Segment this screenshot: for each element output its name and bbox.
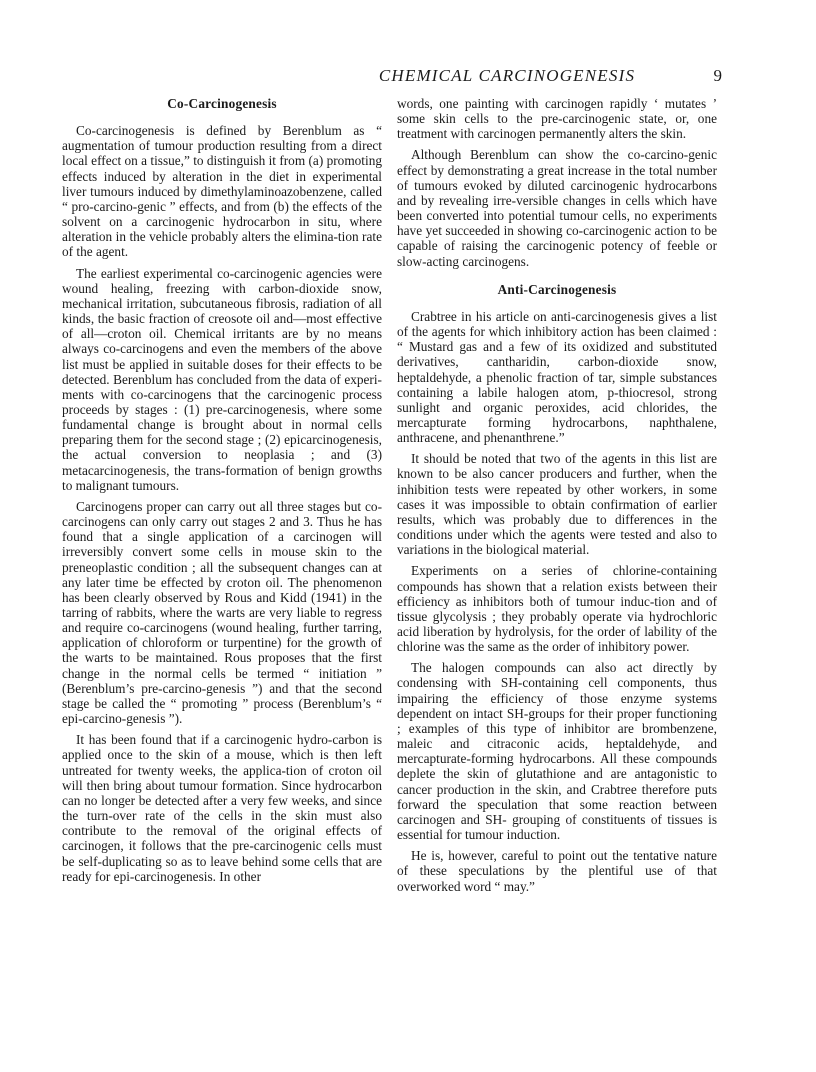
paragraph: It should be noted that two of the agents in this list are known to be also cancer producers and further, when the inhibition tests were repeated by other workers, in some cases it was impossible to obtain confirmation of earlier results, which was probably due to differences in the conditions under which the agents were tested and also to variations in the biological material. [397,451,717,558]
paragraph: Carcinogens proper can carry out all three stages but co-carcinogens can only carry out stages 2 and 3. Thus he has found that a single application of a carcinogen will irreversibly convert some cells in mouse skin to the preneoplastic condition ; all the subsequent changes can at any later time be effected by croton oil. The phenomenon has been clearly observed by Rous and Kidd (1941) in the tarring of rabbits, where the warts are very liable to regress and require co-carcinogens (wound healing, further tarring, application of chloroform or turpentine) for the growth of the warts to be maintained. Rous proposes that the first change in the normal cells be termed “ initiation ” (Berenblum’s pre-carcino-genesis ”) and that the second stage be called the “ promoting ” process (Berenblum’s “ epi-carcino-genesis ”). [62,498,382,727]
paragraph: He is, however, careful to point out the tentative nature of these speculations by the plentiful use of that overworked word “ may.” [397,848,717,894]
right-column [397,96,717,894]
section-heading-co-carcinogenesis: Co-Carcinogenesis [167,96,277,111]
paragraph: Experiments on a series of chlorine-containing compounds has shown that a relation exists between their efficiency as inhibitors both of tumour induc-tion and of tissue glycolysis ; they probably operate via hydrochloric acid liberation by hydrolysis, for the order of lability of the chlorine was the same as the order of inhibitory power. [397,563,717,655]
paragraph: It has been found that if a carcinogenic hydro-carbon is applied once to the skin of a mouse, which is then left untreated for twenty weeks, the applica-tion of croton oil will then bring about tumour formation. Since hydrocarbon can no longer be detected after a very few weeks, and since the turn-over rate of the cells in the skin must also contribute to the removal of the original effects of carcinogen, it follows that the pre-carcinogenic cells must be self-duplicating so as to leave behind some cells that are ready for epi-carcinogenesis. In other [62,732,382,884]
paragraph: Although Berenblum can show the co-carcino-genic effect by demonstrating a great increase in the total number of tumours evoked by diluted carcinogenic hydrocarbons and by revealing irre-versible changes in cells which have been converted into potential tumour cells, no experiments have yet succeeded in showing co-carcinogenic action to be capable of raising the carcinogenic potency of feeble or slow-acting carcinogens. [397,147,717,269]
paragraph: Crabtree in his article on anti-carcinogenesis gives a list of the agents for which inhibitory action has been claimed : “ Mustard gas and a few of its oxidized and substituted derivatives, cantharidin, carbon-dioxide snow, heptaldehyde, a phenolic fraction of tar, simple substances containing a labile halogen atom, p-thiocresol, strong sunlight and organic peroxides, acid chlorides, the mercapturate forming hydrocarbons, naphthalene, anthracene, and phenanthrene.” [397,308,717,446]
section-heading-anti-carcinogenesis: Anti-Carcinogenesis [497,281,617,297]
running-title: CHEMICAL CARCINOGENESIS [378,66,636,85]
page-number: 9 [713,66,722,85]
left-column [62,96,382,884]
paragraph: The halogen compounds can also act directly by condensing with SH-containing cell components, thus impairing the efficiency of those enzyme systems dependent on intact SH-groups for their proper functioning ; examples of this type of inhibitor are brombenzene, maleic and citraconic acids, heptaldehyde, and mercapturate-forming hydrocarbons. All these compounds deplete the skin of glutathione and are antagonistic to cancer production in the skin, and Crabtree therefore puts forward the speculation that some reaction between carcinogen and SH- grouping of constituents of tissues is essential for tumour induction. [397,660,717,843]
paragraph-continuation: words, one painting with carcinogen rapidly ‘ mutates ’ some skin cells to the pre-carcinogenic state, or, one treatment with carcinogen permanently alters the skin. [397,96,717,142]
paragraph: Co-carcinogenesis is defined by Berenblum as “ augmentation of tumour production resulting from a direct local effect on a tissue,” to distinguish it from (a) promoting effects induced by alteration in the diet in experimental liver tumours induced by dimethylaminoazobenzene, called “ pro-carcino-genic ” effects, and from (b) the effects of the solvent on a carcinogenic hydrocarbon in situ, where alteration in the vehicle probably alters the elimina-tion rate of the agent. [62,123,382,260]
paragraph: The earliest experimental co-carcinogenic agencies were wound healing, freezing with carbon-dioxide snow, mechanical irritation, subcutaneous fibrosis, radiation of all kinds, the basic fraction of creosote oil and—most effective of all—croton oil. Chemical irritants are by no means always co-carcinogens and even the members of the above list must be applied in suitable doses for their effects to be detected. Berenblum has concluded from the data of experi-ments with co-carcinogens that the carcinogenic process proceeds by stages : (1) pre-carcinogenesis, where some fundamental change is brought about in normal cells preparing them for the second stage ; (2) epicarcinogenesis, the actual conversion to neoplasia ; and (3) metacarcinogenesis, the trans-formation of benign growths to malignant tumours. [62,265,382,493]
